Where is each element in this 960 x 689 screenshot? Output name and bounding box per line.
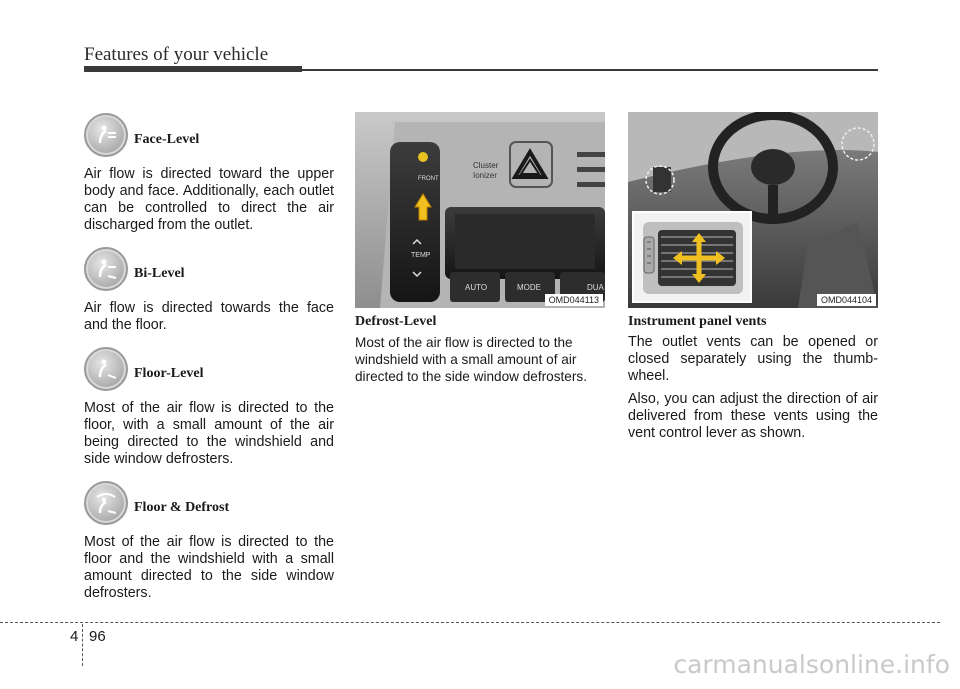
climate-panel-photo [355, 112, 605, 308]
temp-label: TEMP [411, 252, 431, 259]
image-code: OMD044104 [817, 294, 876, 306]
mode-description: Most of the air flow is directed to the floor and the windshield with a small amount directed to the side window defrosters. [84, 534, 334, 601]
face-level-icon [84, 113, 128, 157]
bi-level-icon [84, 247, 128, 291]
mode-description: Most of the air flow is directed to the floor, with a small amount of the air being directed to the windshield and side window defrosters. [84, 400, 334, 467]
mode-floor-level [84, 346, 334, 468]
image-code: OMD044113 [545, 294, 603, 306]
cluster-label: Cluster [473, 161, 499, 170]
floor-defrost-icon [84, 481, 128, 525]
vents-title: Instrument panel vents [628, 314, 767, 329]
page-number: 96 [89, 628, 106, 645]
vents-description-1: The outlet vents can be opened or closed separately using the thumb-wheel. [628, 334, 878, 384]
mode-face-level [84, 112, 334, 234]
defrost-column [355, 112, 605, 385]
defrost-title: Defrost-Level [355, 314, 437, 329]
front-label: FRONT [418, 176, 439, 182]
footer-divider [82, 624, 83, 666]
dual-label: DUA [587, 283, 604, 292]
mode-title: Floor-Level [134, 366, 204, 381]
mode-label: MODE [517, 283, 541, 292]
mode-description: Air flow is directed toward the upper body and face. Additionally, each outlet can be controlled to direct the air discharged from the outlet. [84, 166, 334, 233]
dashboard-photo [628, 112, 878, 308]
mode-floor-defrost [84, 480, 334, 602]
mode-bi-level [84, 246, 334, 334]
chapter-number: 4 [70, 628, 79, 645]
mode-title: Floor & Defrost [134, 500, 230, 515]
page-header-title: Features of your vehicle [84, 44, 269, 65]
mode-title: Face-Level [134, 132, 200, 147]
mode-description: Air flow is directed towards the face and the floor. [84, 300, 334, 333]
floor-level-icon [84, 347, 128, 391]
modes-column [84, 112, 334, 608]
watermark: carmanualsonline.info [673, 650, 950, 679]
vents-description-2: Also, you can adjust the direction of air delivered from these vents using the vent control lever as shown. [628, 391, 878, 441]
header-rule-thick [84, 66, 302, 72]
defrost-description: Most of the air flow is directed to the windshield with a small amount of air directed to the side window defrosters. [355, 335, 587, 384]
vents-column [628, 112, 878, 442]
auto-label: AUTO [465, 283, 488, 292]
mode-title: Bi-Level [134, 266, 185, 281]
ionizer-label: Ionizer [473, 171, 498, 180]
footer-rule [0, 622, 940, 623]
header-rule-thin [302, 69, 878, 71]
